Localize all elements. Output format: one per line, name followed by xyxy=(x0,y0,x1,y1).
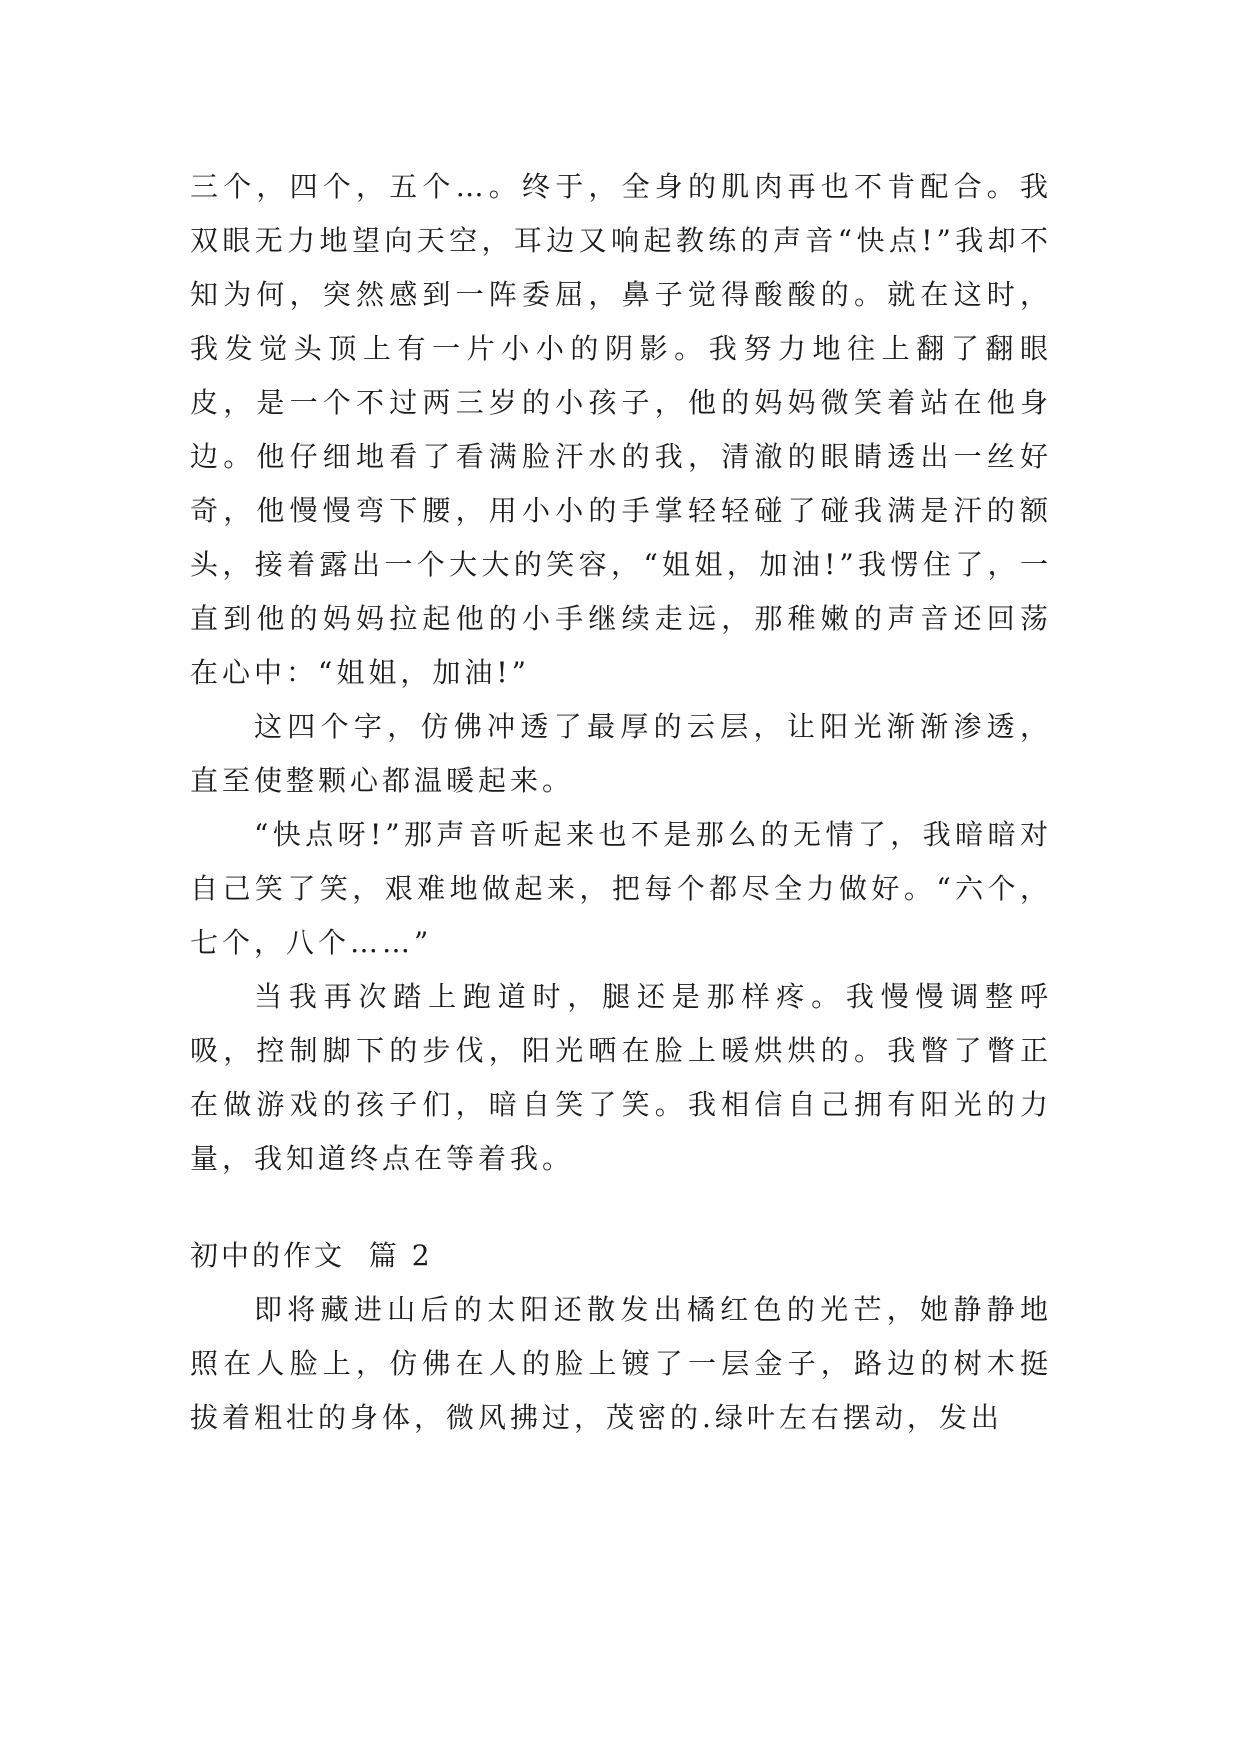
section-heading: 初中的作文 篇 2 xyxy=(190,1239,433,1272)
document-body xyxy=(190,160,1052,1445)
paragraph: “快点呀!”那声音听起来也不是那么的无情了，我暗暗对自己笑了笑，艰难地做起来，把每个都尽全力做好。“六个，七个，八个……” xyxy=(190,818,1052,959)
paragraph: 当我再次踏上跑道时，腿还是那样疼。我慢慢调整呼吸，控制脚下的步伐，阳光晒在脸上暖烘烘的。我瞥了瞥正在做游戏的孩子们，暗自笑了笑。我相信自己拥有阳光的力量，我知道终点在等着我。 xyxy=(190,980,1052,1175)
paragraph: 这四个字，仿佛冲透了最厚的云层，让阳光渐渐渗透，直至使整颗心都温暖起来。 xyxy=(190,710,1052,797)
paragraph: 即将藏进山后的太阳还散发出橘红色的光芒，她静静地照在人脸上，仿佛在人的脸上镀了一层金子，路边的树木挺拔着粗壮的身体，微风拂过，茂密的.绿叶左右摆动，发出 xyxy=(190,1293,1052,1434)
paragraph-continued: 三个，四个，五个…。终于，全身的肌肉再也不肯配合。我双眼无力地望向天空，耳边又响起教练的声音“快点!”我却不知为何，突然感到一阵委屈，鼻子觉得酸酸的。就在这时，我发觉头顶上有一片小小的阴影。我努力地往上翻了翻眼皮，是一个不过两三岁的小孩子，他的妈妈微笑着站在他身边。他仔细地看了看满脸汗水的我，清澈的眼睛透出一丝好奇，他慢慢弯下腰，用小小的手掌轻轻碰了碰我满是汗的额头，接着露出一个大大的笑容，“姐姐，加油!”我愣住了，一直到他的妈妈拉起他的小手继续走远，那稚嫩的声音还回荡在心中：“姐姐，加油!” xyxy=(190,170,1052,689)
